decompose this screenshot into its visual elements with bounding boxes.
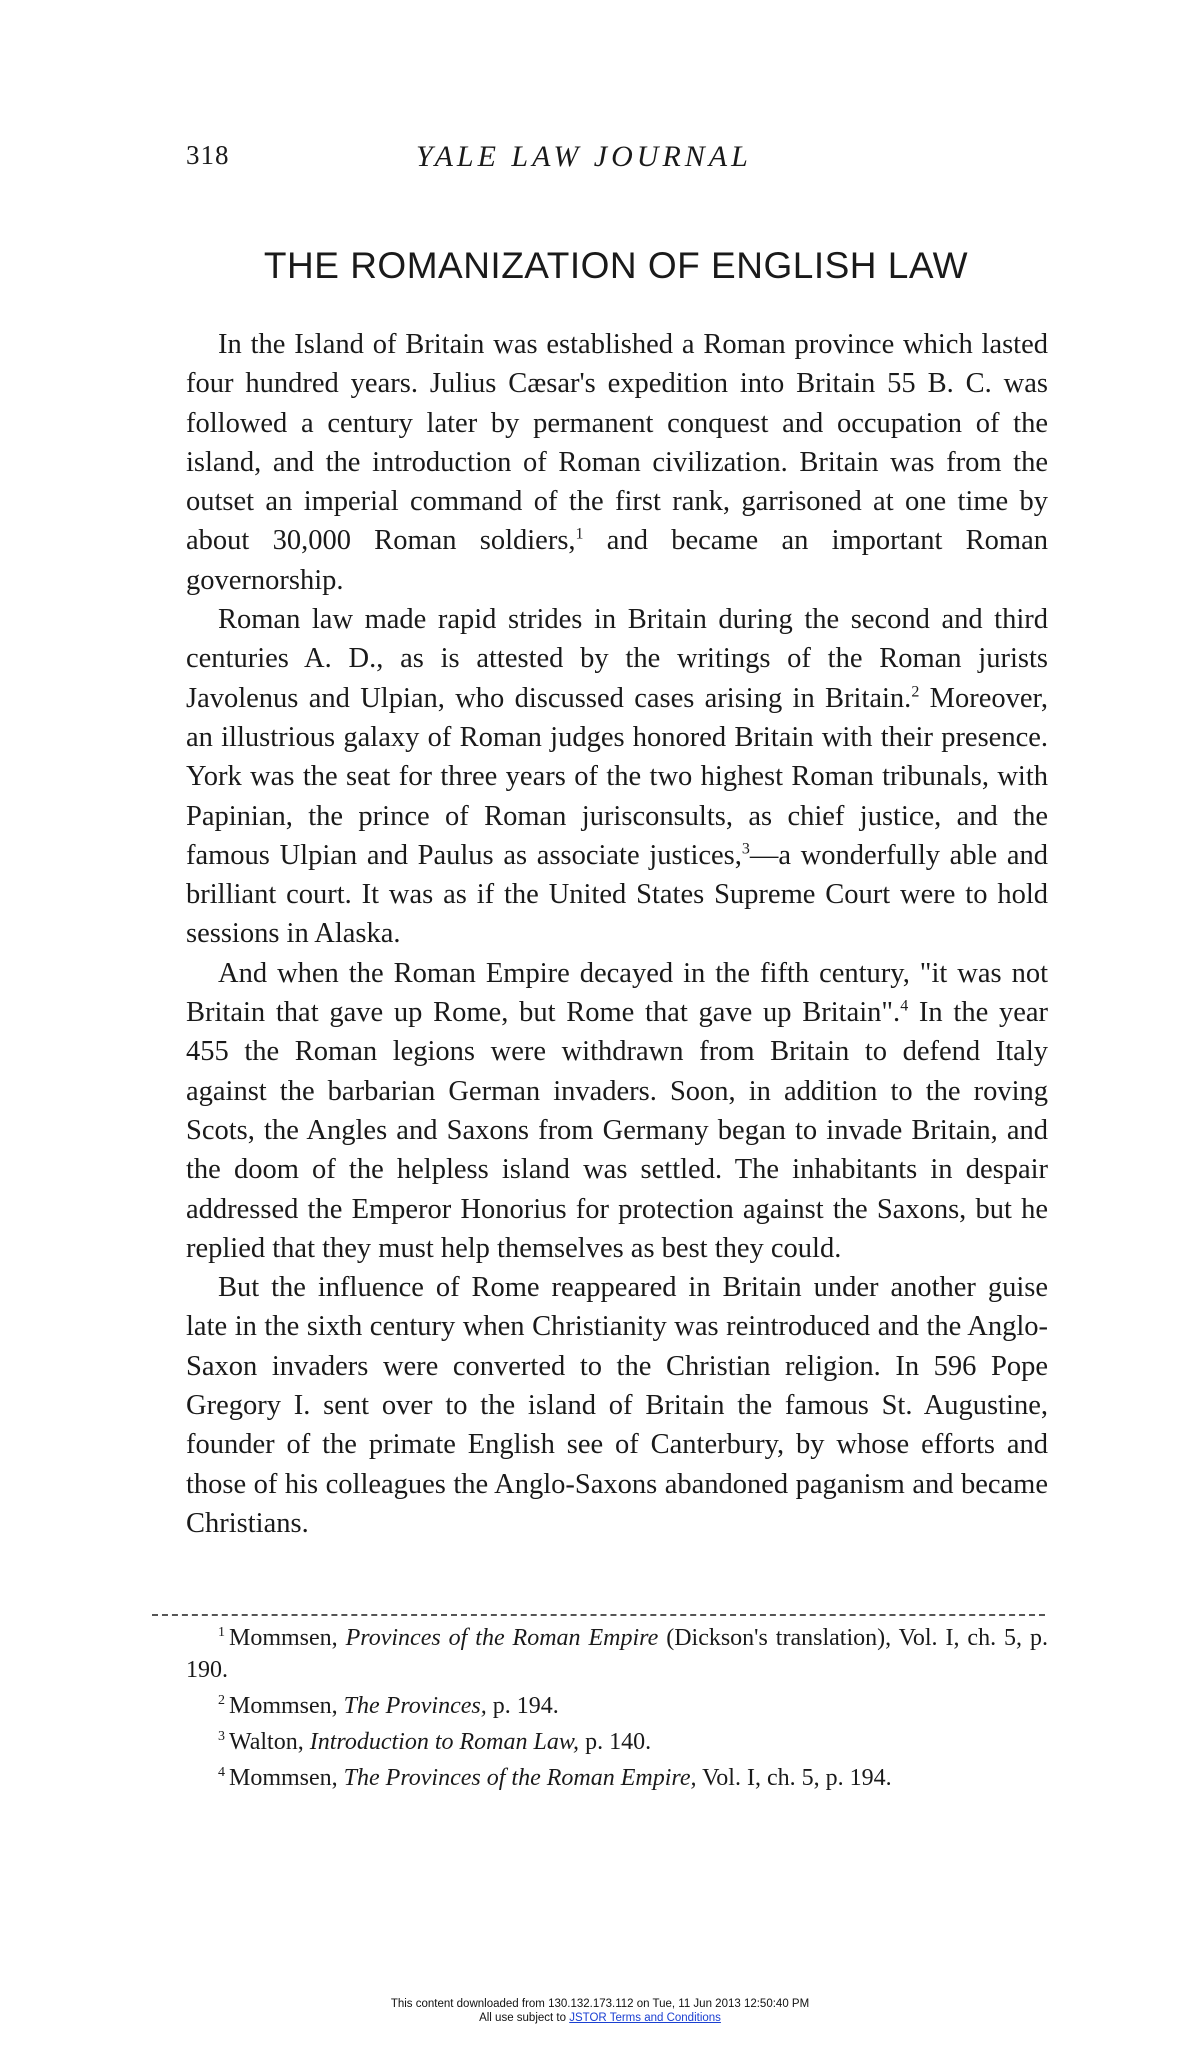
footnote-citation: p. 194. (486, 1693, 559, 1719)
footnote (186, 1726, 1048, 1758)
footnote-author: Walton, (229, 1729, 310, 1755)
download-notice-prefix: All use subject to (479, 2012, 570, 2024)
paragraph-text: And when the Roman Empire decayed in the fifth century, "it was not Britain that gave up Rome, but Rome that gave up Britain". (186, 957, 1048, 1029)
paragraph-text: and became an important Roman governorship. (186, 525, 1048, 596)
download-notice (300, 1997, 900, 2025)
jstor-terms-link[interactable]: JSTOR Terms and Conditions (569, 2012, 721, 2024)
paragraph (186, 600, 1048, 954)
footnote-work-title: Introduction to Roman Law, (309, 1729, 580, 1755)
footnotes (186, 1622, 1048, 1798)
paragraph-text: —a wonderfully able and brilliant court. It was as if the United States Supreme Court were to hold sessions in Alaska. (186, 839, 1048, 950)
footnote (186, 1622, 1048, 1686)
footnote-number: 4 (218, 1765, 225, 1780)
paragraph (186, 1268, 1048, 1543)
download-notice-terms (300, 2011, 900, 2025)
footnote-number: 2 (218, 1693, 225, 1708)
footnote-work-title: Provinces of the Roman Empire (345, 1625, 659, 1651)
paragraph-text: In the Island of Britain was established a Roman province which lasted four hundred years. Julius Cæsar's expedition into Britain 55 B. C. was followed a century later by permanent conquest and occupation of the island, and the introduction of Roman civilization. Britain was from the outset an imperial command of the first rank, garrisoned at one time by about 30,000 Roman soldiers, (186, 329, 1048, 557)
footnote-author: Mommsen, (229, 1625, 346, 1651)
paragraph-text: In the year 455 the Roman legions were withdrawn from Britain to defend Italy against the barbarian German invaders. Soon, in addition to the roving Scots, the Angles and Saxons from Germany began to invade Britain, and the doom of the helpless island was settled. The inhabitants in despair addressed the Emperor Honorius for protection against the Saxons, but he replied that they must help themselves as best they could. (186, 997, 1048, 1264)
page-number: 318 (186, 140, 230, 170)
article-title: THE ROMANIZATION OF ENGLISH LAW (263, 245, 969, 286)
footnote-author: Mommsen, (229, 1765, 344, 1791)
running-head (186, 140, 1046, 180)
footnote-reference: 4 (900, 997, 909, 1015)
download-notice-line: This content downloaded from 130.132.173.112 on Tue, 11 Jun 2013 12:50:40 PM (390, 1998, 810, 2010)
footnote (186, 1690, 1048, 1722)
paragraph-text: Roman law made rapid strides in Britain during the second and third centuries A. D., as is attested by the writings of the Roman jurists Javolenus and Ulpian, who discussed cases arising in Britain. (186, 604, 1048, 714)
footnote-number: 3 (218, 1729, 225, 1744)
footnote-citation: (Dickson's translation), Vol. I, ch. 5, p. 190. (186, 1625, 1048, 1683)
footnote-reference: 3 (741, 840, 750, 858)
footnote-reference: 1 (575, 525, 584, 543)
paragraph-text: But the influence of Rome reappeared in Britain under another guise late in the sixth century when Christianity was reintroduced and the Anglo-Saxon invaders were converted to the Christian religion. In 596 Pope Gregory I. sent over to the island of Britain the famous St. Augustine, founder of the primate English see of Canterbury, by whose efforts and those of his colleagues the Anglo-Saxons abandoned paganism and became Christians. (186, 1272, 1048, 1539)
article-body (186, 325, 1048, 1543)
footnote (186, 1762, 1048, 1794)
footnote-work-title: The Provinces, (343, 1693, 487, 1719)
journal-name: YALE LAW JOURNAL (416, 140, 752, 173)
footnote-author: Mommsen, (229, 1693, 344, 1719)
footnote-work-title: The Provinces of the Roman Empire, (343, 1765, 697, 1791)
footnote-citation: p. 140. (579, 1729, 652, 1755)
footnote-reference: 2 (911, 683, 920, 701)
footnote-citation: Vol. I, ch. 5, p. 194. (696, 1765, 892, 1791)
paragraph-text: Moreover, an illustrious galaxy of Roman judges honored Britain with their presence. York was the seat for three years of the two highest Roman tribunals, with Papinian, the prince of Roman jurisconsults, as chief justice, and the famous Ulpian and Paulus as associate justices, (186, 682, 1048, 871)
footnote-number: 1 (218, 1625, 225, 1640)
paragraph (186, 325, 1048, 600)
paragraph (186, 954, 1048, 1268)
footnote-divider (152, 1614, 1045, 1616)
